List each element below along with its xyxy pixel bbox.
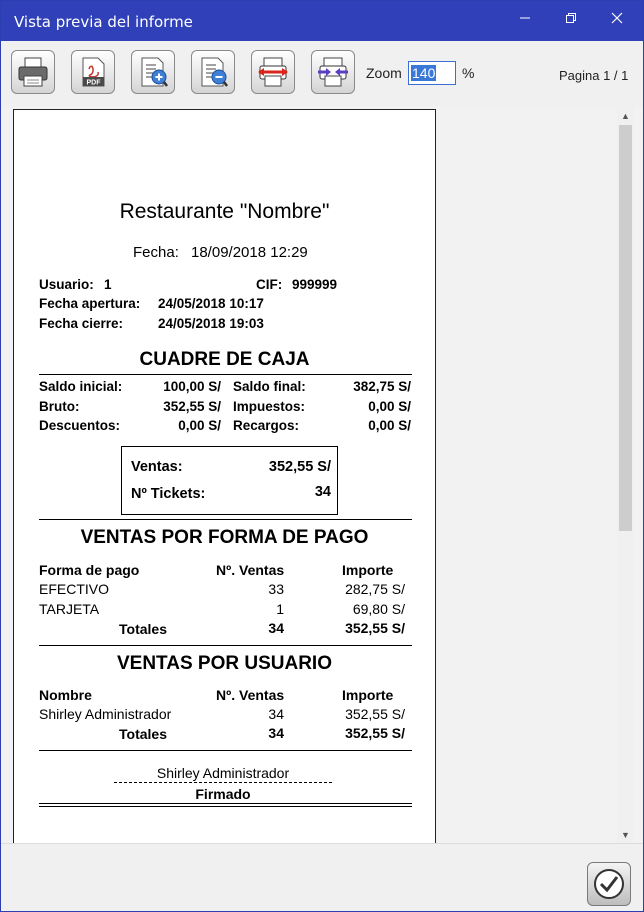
scroll-thumb[interactable] — [619, 125, 632, 531]
fit-page-icon — [316, 55, 350, 89]
minimize-icon — [519, 12, 531, 24]
divider — [39, 806, 412, 807]
scroll-up-icon[interactable]: ▲ — [621, 110, 630, 121]
usuario-nombre: Shirley Administrador — [39, 706, 172, 722]
tickets-label: Nº Tickets: — [131, 486, 206, 502]
zoom-input[interactable] — [408, 61, 456, 85]
descuentos-value: 0,00 S/ — [178, 418, 221, 433]
usuario-totales-ventas: 34 — [268, 725, 284, 741]
print-icon — [16, 55, 50, 89]
accept-button[interactable] — [587, 862, 631, 906]
close-icon — [611, 12, 623, 24]
pago-header-importe: Importe — [342, 562, 394, 578]
toolbar — [1, 41, 643, 107]
divider — [39, 750, 412, 751]
scroll-down-icon[interactable]: ▼ — [621, 829, 630, 840]
pago-totales-ventas: 34 — [268, 620, 284, 636]
impuestos-label: Impuestos: — [233, 399, 306, 414]
bruto-label: Bruto: — [39, 399, 80, 414]
zoom-in-icon — [136, 55, 170, 89]
print-button[interactable] — [11, 50, 55, 94]
usuario-value: 1 — [104, 277, 112, 292]
cif-label: CIF: — [256, 277, 283, 292]
report-title: Restaurante "Nombre" — [119, 200, 330, 223]
saldo-final-value: 382,75 S/ — [353, 379, 411, 394]
cuadre-title: CUADRE DE CAJA — [139, 349, 310, 370]
usuario-totales-label: Totales — [119, 726, 167, 742]
ventas-label: Ventas: — [131, 459, 183, 475]
apertura-label: Fecha apertura: — [39, 296, 141, 311]
restore-icon — [565, 12, 577, 24]
pago-totales-label: Totales — [119, 621, 167, 637]
recargos-value: 0,00 S/ — [368, 418, 411, 433]
pago-importe: 69,80 S/ — [352, 601, 405, 617]
fecha-value: 18/09/2018 12:29 — [191, 244, 308, 261]
saldo-final-label: Saldo final: — [233, 379, 306, 394]
impuestos-value: 0,00 S/ — [368, 399, 411, 414]
usuario-header-ventas: Nº. Ventas — [216, 687, 285, 703]
fit-width-button[interactable] — [251, 50, 295, 94]
report-page — [13, 109, 436, 843]
close-button[interactable] — [594, 1, 640, 35]
pago-importe: 282,75 S/ — [345, 581, 405, 597]
usuario-header-nombre: Nombre — [39, 687, 92, 703]
window-title: Vista previa del informe — [14, 13, 193, 31]
cierre-value: 24/05/2018 19:03 — [158, 316, 264, 331]
saldo-inicial-label: Saldo inicial: — [39, 379, 123, 394]
apertura-value: 24/05/2018 10:17 — [158, 296, 264, 311]
pago-header-ventas: Nº. Ventas — [216, 562, 285, 578]
zoom-out-icon — [196, 55, 230, 89]
ventas-value: 352,55 S/ — [268, 459, 331, 475]
fit-width-icon — [256, 55, 290, 89]
pago-title: VENTAS POR FORMA DE PAGO — [80, 527, 369, 548]
zoom-label: Zoom — [366, 65, 402, 81]
usuario-header-importe: Importe — [342, 687, 394, 703]
pago-forma: TARJETA — [39, 601, 100, 617]
minimize-button[interactable] — [502, 1, 548, 35]
vertical-scrollbar[interactable] — [617, 107, 634, 843]
descuentos-label: Descuentos: — [39, 418, 121, 433]
divider — [39, 803, 412, 804]
bruto-value: 352,55 S/ — [163, 399, 221, 414]
pago-ventas: 33 — [268, 581, 284, 597]
pago-totales-importe: 352,55 S/ — [345, 620, 405, 636]
fit-page-button[interactable] — [311, 50, 355, 94]
recargos-label: Recargos: — [233, 418, 300, 433]
tickets-value: 34 — [314, 484, 331, 500]
usuario-importe: 352,55 S/ — [345, 706, 405, 722]
bottom-bar — [1, 843, 643, 911]
divider — [39, 519, 412, 520]
pago-header-forma: Forma de pago — [39, 562, 140, 578]
usuario-label: Usuario: — [39, 277, 94, 292]
zoom-value: 140 — [412, 65, 436, 81]
cif-value: 999999 — [292, 277, 338, 292]
firma-label: Firmado — [195, 786, 251, 802]
preview-area[interactable] — [1, 107, 643, 843]
export-pdf-button[interactable] — [71, 50, 115, 94]
title-bar — [1, 1, 643, 41]
ventas-summary-box — [121, 446, 338, 515]
zoom-out-button[interactable] — [191, 50, 235, 94]
checkmark-icon — [592, 867, 626, 901]
usuario-title: VENTAS POR USUARIO — [116, 653, 332, 674]
zoom-in-button[interactable] — [131, 50, 175, 94]
divider — [39, 645, 412, 646]
pdf-icon — [76, 55, 110, 89]
saldo-inicial-value: 100,00 S/ — [163, 379, 221, 394]
restore-button[interactable] — [548, 1, 594, 35]
firma-nombre: Shirley Administrador — [156, 765, 290, 781]
divider — [39, 374, 412, 375]
page-indicator: Pagina 1 / 1 — [559, 68, 629, 83]
usuario-totales-importe: 352,55 S/ — [345, 725, 405, 741]
usuario-ventas: 34 — [268, 706, 284, 722]
pago-ventas: 1 — [276, 601, 284, 617]
zoom-percent-label: % — [462, 65, 475, 81]
pago-forma: EFECTIVO — [39, 581, 110, 597]
cierre-label: Fecha cierre: — [39, 316, 124, 331]
pdf-label: PDF — [86, 79, 101, 87]
fecha-label: Fecha: — [133, 244, 179, 261]
signature-line — [114, 782, 332, 783]
